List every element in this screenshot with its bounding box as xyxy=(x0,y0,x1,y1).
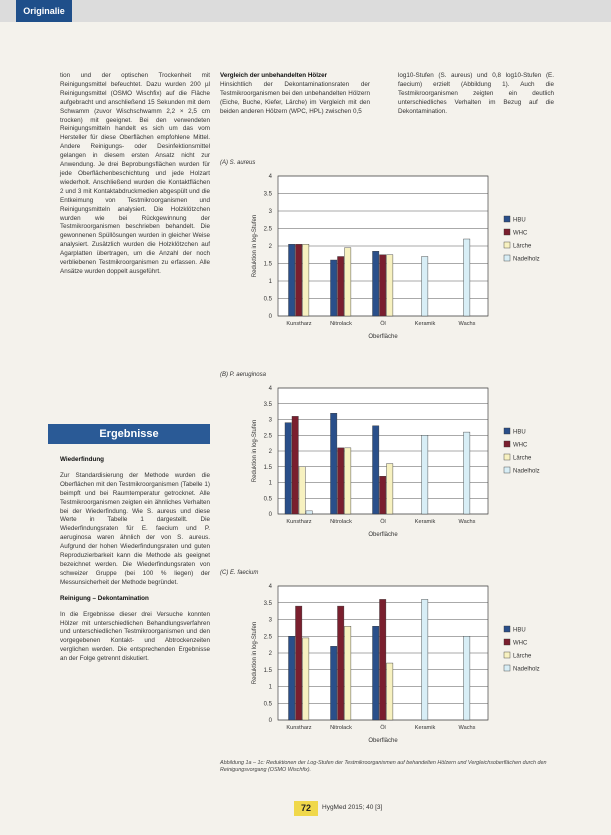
page-number: 72 xyxy=(294,801,318,816)
methods-paragraph: tion und der optischen Trockenheit mit Reinigungsmittel befeuchtet. Dazu wurden 200 µl Reinigungsmittel (OSMO Wischfix) auf die Fläche aufgebracht und anschließend 15 Sekunden mit dem Schwamm (zuvor Wischschwamm 2,2 × 2,5 cm trocken) mit geeignet. Bei den verwendeten Reinigungsmitteln handelt es sich um das vom Hersteller für diese Oberflächen empfohlene Mittel. Andere Reinigungs- oder Desinfektionsmittel gelangen in diesem ersten Ansatz nicht zur Anwendung. Je drei Beprobungsflächen wurden für jede Oberflächenbeschichtung und jede Holzart wiederholt. Anschließend wurden die Kontaktflächen 2 und 3 mit Kontaktabdruckmedien abgespült und die Entkeimung von Testmikroorganismen und Reinigungsmitteln analysiert. Die Holzklötzchen wurden wie bei Rückgewinnung der Testmikroorganismen beschrieben behandelt. Die gewonnenen Spüllösungen wurden in gleicher Weise analysiert. Zusätzlich wurden die Holzklötzchen auf Agarplatten übertragen, um die Anzahl der noch verbliebenen Testmikroorganismen zu erfassen. Alle Ansätze wurden doppelt ausgeführt. xyxy=(60,72,210,275)
bar-lärche xyxy=(303,244,309,316)
y-tick-label: 0 xyxy=(268,512,272,518)
subheading-reinigung: Reinigung – Dekontamination xyxy=(60,594,149,602)
bar-lärche xyxy=(345,448,351,514)
bar-nadelholz xyxy=(306,511,312,514)
x-axis-label: Oberfläche xyxy=(368,532,398,538)
legend-label: Lärche xyxy=(513,243,532,250)
bar-lärche xyxy=(387,255,393,316)
y-tick-label: 1 xyxy=(268,684,272,691)
text-column-1 xyxy=(60,72,210,284)
bar-hbu xyxy=(289,636,295,720)
y-tick-label: 3 xyxy=(268,617,272,624)
x-tick-label: Nitrolack xyxy=(330,519,352,525)
chart-c xyxy=(220,580,560,756)
y-tick-label: 2.5 xyxy=(263,634,272,641)
legend-label: WHC xyxy=(513,640,528,647)
bar-whc xyxy=(380,599,386,720)
legend-swatch xyxy=(504,428,510,434)
y-tick-label: 1.5 xyxy=(263,261,272,268)
bar-lärche xyxy=(345,248,351,316)
x-tick-label: Öl xyxy=(380,725,386,731)
y-axis-label: Reduktion in log-Stufen xyxy=(252,621,258,685)
legend-swatch xyxy=(504,454,510,460)
y-tick-label: 3.5 xyxy=(263,600,272,607)
y-tick-label: 0.5 xyxy=(263,496,272,503)
y-tick-label: 4 xyxy=(268,584,272,590)
bar-nadelholz xyxy=(464,636,470,720)
reinigung-text: In die Ergebnisse dieser drei Versuche konnten Hölzer mit unterschiedlichen Behandlungsverfahren und unterschiedlichen Testmikroorganismen und den vorgegebenen Kontakt- und Abtrockenzeiten verglichen werden. Die entsprechenden Ergebnisse an der Folge getrennt diskutiert. xyxy=(60,610,210,663)
bar-nadelholz xyxy=(464,239,470,316)
legend-label: HBU xyxy=(513,429,526,436)
subheading-wiederfindung: Wiederfindung xyxy=(60,456,105,463)
x-tick-label: Kunstharz xyxy=(286,519,312,525)
results-block xyxy=(60,456,210,671)
y-tick-label: 1.5 xyxy=(263,464,272,471)
vergleich-text: Hinsichtlich der Dekontaminationsraten der Testmikroorganismen bei den unbehandelten Hölzern (Eiche, Buche, Kiefer, Lärche) im Vergleich mit den beiden anderen Hölzern (WPC, HPL) zwischen 0,5 xyxy=(220,80,370,115)
column-3-text: log10-Stufen (S. aureus) und 0,8 log10-Stufen (E. faecium) erzielt (Abbildung 1). Auch die Testmikroorganismen zeigten ein deutlich unterschiedliches Verhalten im Bezug auf die Dekontamination. xyxy=(398,72,554,115)
x-tick-label: Kunstharz xyxy=(286,725,312,731)
y-tick-label: 2 xyxy=(268,651,272,657)
x-tick-label: Keramik xyxy=(414,519,436,525)
x-tick-label: Wachs xyxy=(458,519,476,525)
bar-whc xyxy=(292,416,298,514)
y-tick-label: 0 xyxy=(268,314,272,320)
text-column-3 xyxy=(398,72,554,124)
bar-nadelholz xyxy=(422,257,428,317)
y-tick-label: 1 xyxy=(268,480,272,487)
journal-footer: HygMed 2015; 40 [3] xyxy=(322,804,383,811)
legend-swatch xyxy=(504,441,510,447)
legend-label: Nadelholz xyxy=(513,468,540,475)
legend-swatch xyxy=(504,652,510,658)
y-tick-label: 3 xyxy=(268,209,272,215)
bar-nadelholz xyxy=(422,599,428,720)
y-tick-label: 0.5 xyxy=(263,701,272,708)
bar-hbu xyxy=(331,646,337,720)
legend-label: Nadelholz xyxy=(513,666,540,673)
chart-b xyxy=(220,382,560,550)
bar-lärche xyxy=(303,638,309,720)
y-tick-label: 2 xyxy=(268,449,272,455)
bar-hbu xyxy=(331,413,337,514)
legend-label: HBU xyxy=(513,627,526,634)
bar-whc xyxy=(338,606,344,720)
figure-caption: Abbildung 1a – 1c: Reduktionen der Log-Stufen der Testmikroorganismen auf behandelten Hölzern und Vergleichsoberflächen durch den Reinigungsvorgang (OSMO Wischfix). xyxy=(220,760,547,773)
x-tick-label: Keramik xyxy=(414,725,436,731)
bar-lärche xyxy=(387,663,393,720)
bar-nadelholz xyxy=(422,435,428,514)
x-tick-label: Kunstharz xyxy=(286,321,312,327)
legend-swatch xyxy=(504,639,510,645)
x-tick-label: Nitrolack xyxy=(330,725,352,731)
legend-swatch xyxy=(504,467,510,473)
bar-lärche xyxy=(345,626,351,720)
bar-hbu xyxy=(331,260,337,316)
bar-lärche xyxy=(299,467,305,514)
legend-label: HBU xyxy=(513,217,526,224)
x-tick-label: Öl xyxy=(380,321,386,327)
legend-swatch xyxy=(504,255,510,261)
y-tick-label: 2.5 xyxy=(263,433,272,440)
bar-whc xyxy=(380,476,386,514)
legend-label: Lärche xyxy=(513,653,532,660)
y-tick-label: 2.5 xyxy=(263,226,272,233)
bar-hbu xyxy=(289,244,295,316)
bar-whc xyxy=(296,244,302,316)
x-tick-label: Wachs xyxy=(458,725,476,731)
section-tag: Originalie xyxy=(16,0,72,22)
chart-a-title: (A) S. aureus xyxy=(220,160,256,166)
chart-a xyxy=(220,170,560,352)
x-tick-label: Öl xyxy=(380,519,386,525)
y-tick-label: 1.5 xyxy=(263,667,272,674)
x-axis-label: Oberfläche xyxy=(368,738,398,744)
bar-nadelholz xyxy=(464,432,470,514)
y-tick-label: 3 xyxy=(268,417,272,424)
y-tick-label: 2 xyxy=(268,244,272,250)
y-tick-label: 1 xyxy=(268,279,272,285)
legend-label: Nadelholz xyxy=(513,256,540,263)
legend-label: Lärche xyxy=(513,455,532,462)
chart-c-title: (C) E. faecium xyxy=(220,570,259,576)
bar-hbu xyxy=(373,251,379,316)
legend-label: WHC xyxy=(513,230,528,237)
section-heading-ergebnisse: Ergebnisse xyxy=(48,424,210,444)
x-tick-label: Keramik xyxy=(414,321,436,327)
bar-whc xyxy=(296,606,302,720)
legend-label: WHC xyxy=(513,442,528,449)
y-tick-label: 0 xyxy=(268,718,272,724)
legend-swatch xyxy=(504,229,510,235)
legend-swatch xyxy=(504,216,510,222)
legend-swatch xyxy=(504,626,510,632)
y-tick-label: 3.5 xyxy=(263,191,272,198)
bar-hbu xyxy=(373,626,379,720)
y-axis-label: Reduktion in log-Stufen xyxy=(252,419,258,483)
text-column-2 xyxy=(220,72,370,124)
bar-whc xyxy=(380,255,386,316)
bar-hbu xyxy=(373,426,379,514)
y-tick-label: 3.5 xyxy=(263,401,272,408)
top-bar xyxy=(0,0,611,22)
chart-b-title: (B) P. aeruginosa xyxy=(220,372,266,378)
y-axis-label: Reduktion in log-Stufen xyxy=(252,214,258,278)
y-tick-label: 4 xyxy=(268,174,272,180)
bar-whc xyxy=(338,448,344,514)
bar-lärche xyxy=(387,464,393,514)
subheading-vergleich: Vergleich der unbehandelten Hölzer xyxy=(220,72,328,79)
y-tick-label: 4 xyxy=(268,386,272,392)
x-axis-label: Oberfläche xyxy=(368,334,398,340)
bar-hbu xyxy=(285,423,291,514)
bar-whc xyxy=(338,257,344,317)
x-tick-label: Wachs xyxy=(458,321,476,327)
y-tick-label: 0.5 xyxy=(263,296,272,303)
x-tick-label: Nitrolack xyxy=(330,321,352,327)
wiederfindung-text: Zur Standardisierung der Methode wurden die Oberflächen mit den Testmikroorganismen (Tabelle 1) beimpft und bei Raumtemperatur getrocknet. Alle Testmikroorganismen zeigten ein ähnliches Verhalten bei der Wiederfindung. Wie S. aureus und diese Werte in Tabelle 1 dargestellt. Die Wiederfindungsraten für E. faecium und P. aeruginosa waren ähnlich der von S. aureus. Aufgrund der hohen Wiederfindungsraten und guten Reproduzierbarkeit kann die Methode als geeignet bezeichnet werden. Die Wiederfindungsraten von schweizer Gruppe (bei 100 % liegen) der Messunsicherheit der Methode begründet. xyxy=(60,471,210,586)
legend-swatch xyxy=(504,242,510,248)
legend-swatch xyxy=(504,665,510,671)
